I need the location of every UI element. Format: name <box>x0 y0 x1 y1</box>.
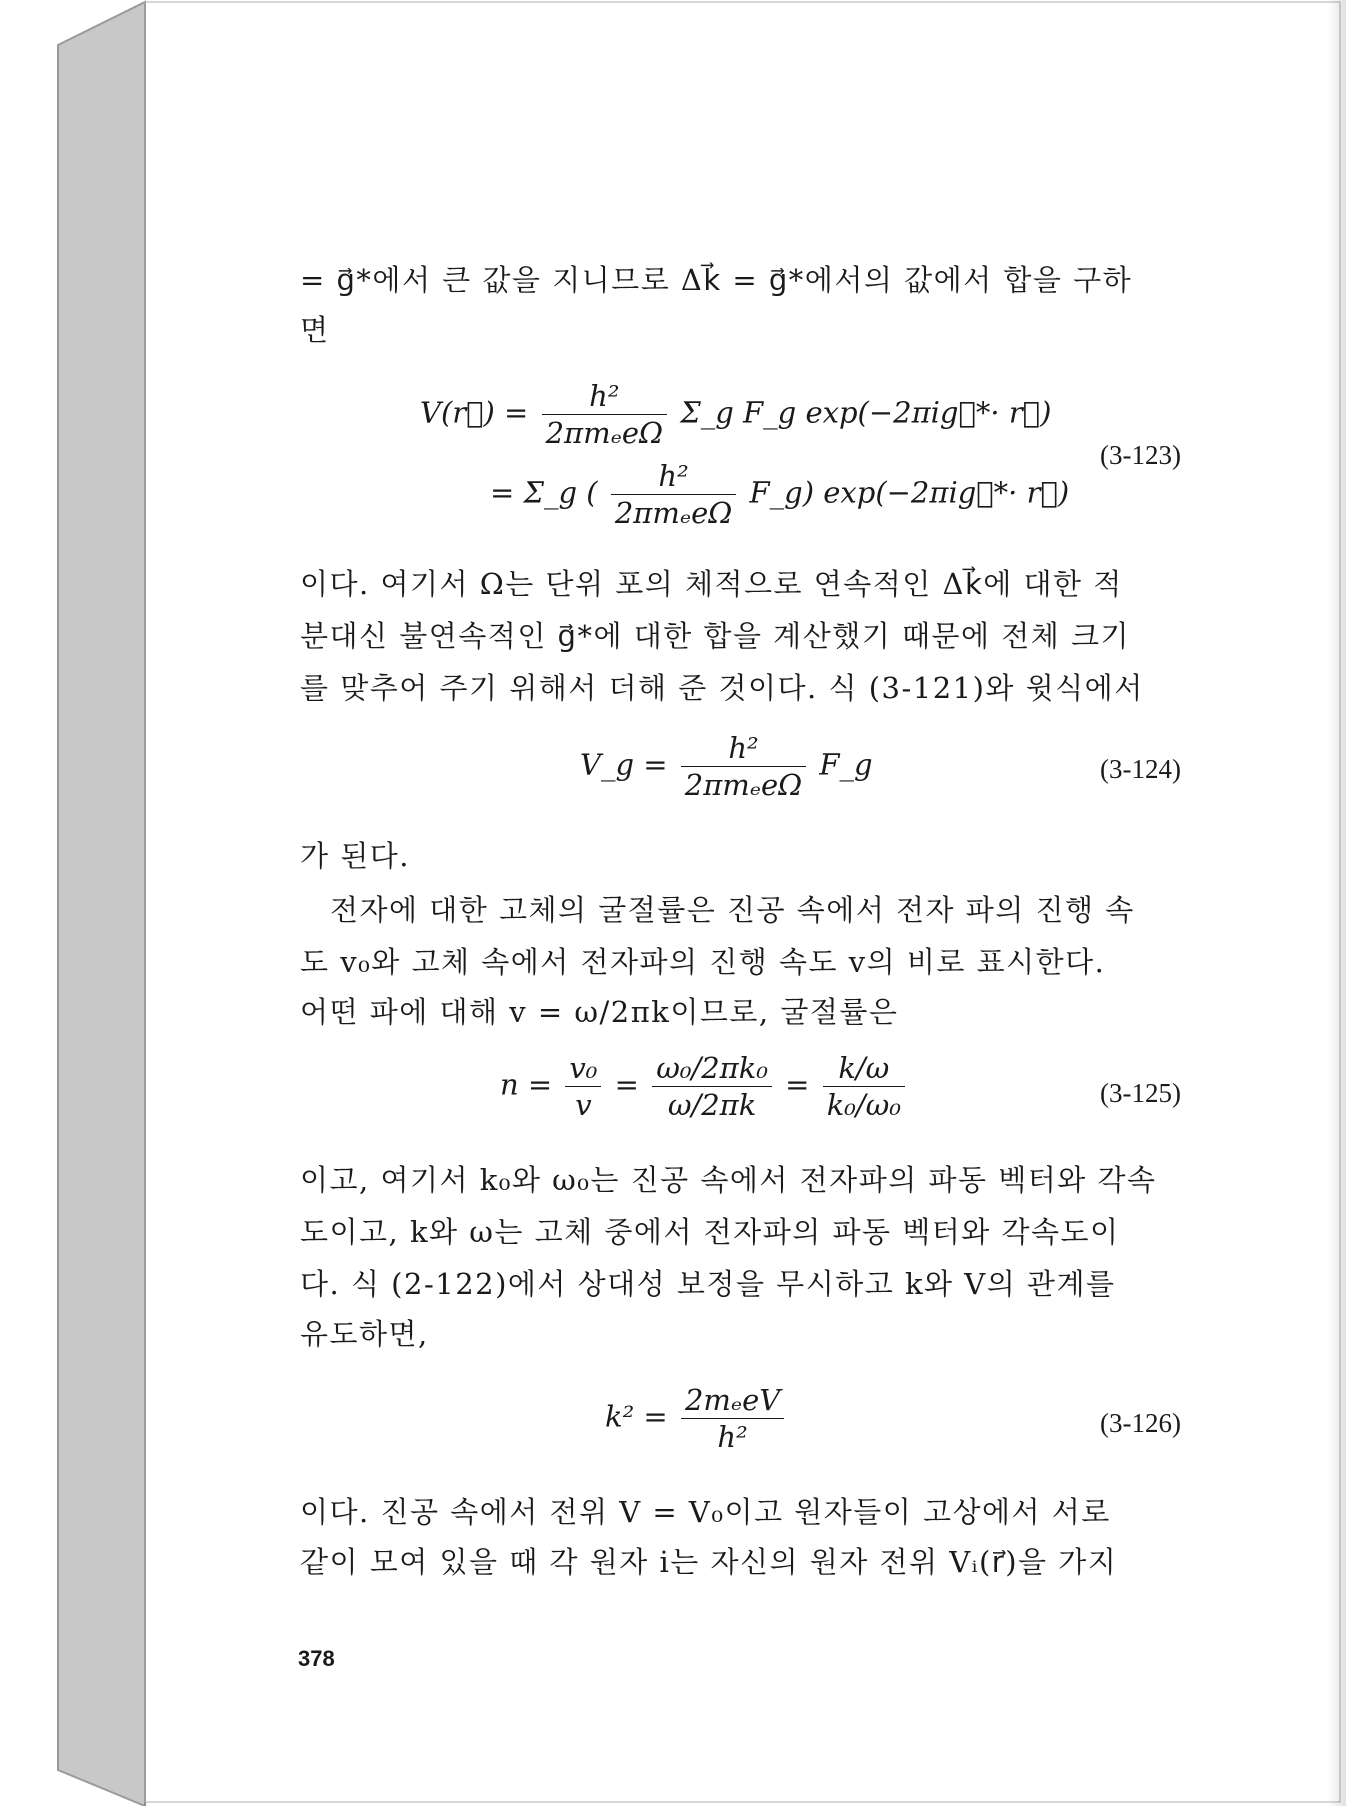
eq-lhs: = Σ_g ( <box>490 475 598 510</box>
eq-equals: = <box>614 1067 639 1102</box>
page-edge-shadow <box>1328 0 1346 1806</box>
fraction-denominator: ω/2πk <box>667 1088 757 1122</box>
eq-equals: = <box>785 1067 810 1102</box>
eq-rhs: F_g) exp(−2πig⃗*· r⃗) <box>749 475 1070 510</box>
fraction-numerator: 2mₑeV <box>681 1382 784 1419</box>
equation-3-124 <box>580 730 873 803</box>
text-line: 다. 식 (2-122)에서 상대성 보정을 무시하고 k와 V의 관계를 <box>300 1267 1116 1301</box>
fraction-denominator: 2πmₑeΩ <box>614 496 733 530</box>
equation-number: (3-126) <box>1100 1408 1181 1438</box>
eq-fraction <box>652 1050 772 1123</box>
equation-number: (3-124) <box>1100 754 1181 784</box>
text-line: 어떤 파에 대해 v = ω/2πk이므로, 굴절률은 <box>300 995 899 1029</box>
page-number: 378 <box>298 1646 335 1671</box>
text-line: 분대신 불연속적인 g⃗*에 대한 합을 계산했기 때문에 전체 크기 <box>300 619 1130 653</box>
fraction-numerator: ω₀/2πk₀ <box>652 1050 772 1087</box>
text-line: 도이고, k와 ω는 고체 중에서 전자파의 파동 벡터와 각속도이 <box>300 1215 1120 1249</box>
eq-rhs: Σ_g F_g exp(−2πig⃗*· r⃗) <box>680 395 1052 430</box>
equation-number: (3-123) <box>1100 440 1181 470</box>
eq-fraction <box>542 378 667 451</box>
eq-fraction <box>823 1050 905 1123</box>
eq-lhs: n = <box>500 1067 553 1102</box>
text-line: 면 <box>300 313 330 347</box>
eq-lhs: k² = <box>605 1399 668 1434</box>
text-line: 유도하면, <box>300 1317 429 1351</box>
text-line: 같이 모여 있을 때 각 원자 i는 자신의 원자 전위 Vᵢ(r⃗)을 가지 <box>300 1545 1118 1579</box>
eq-fraction <box>681 1382 784 1455</box>
fraction-denominator: v <box>575 1088 592 1122</box>
fraction-numerator: k/ω <box>823 1050 905 1087</box>
fraction-numerator: h² <box>611 458 736 495</box>
eq-fraction <box>611 458 736 531</box>
text-line: 도 v₀와 고체 속에서 전자파의 진행 속도 v의 비로 표시한다. <box>300 945 1106 979</box>
equation-3-123-line2 <box>490 458 1069 531</box>
text-line: 전자에 대한 고체의 굴절률은 진공 속에서 전자 파의 진행 속 <box>330 893 1135 927</box>
eq-fraction <box>681 730 806 803</box>
text-line: 이다. 여기서 Ω는 단위 포의 체적으로 연속적인 Δk⃗에 대한 적 <box>300 567 1123 601</box>
text-line: = g⃗*에서 큰 값을 지니므로 Δk⃗ = g⃗*에서의 값에서 합을 구하 <box>300 263 1133 297</box>
fraction-numerator: v₀ <box>565 1050 601 1087</box>
eq-lhs: V(r⃗) = <box>420 395 529 430</box>
fraction-numerator: h² <box>681 730 806 767</box>
equation-3-123-line1 <box>420 378 1051 451</box>
fraction-denominator: 2πmₑeΩ <box>684 768 803 802</box>
equation-3-126 <box>605 1382 788 1455</box>
eq-lhs: V_g = <box>580 747 668 782</box>
fraction-numerator: h² <box>542 378 667 415</box>
text-line: 이다. 진공 속에서 전위 V = V₀이고 원자들이 고상에서 서로 <box>300 1495 1111 1529</box>
fraction-denominator: h² <box>717 1420 748 1454</box>
eq-rhs: F_g <box>819 747 873 782</box>
text-line: 이고, 여기서 k₀와 ω₀는 진공 속에서 전자파의 파동 벡터와 각속 <box>300 1163 1157 1197</box>
equation-3-125 <box>500 1050 909 1123</box>
fraction-denominator: k₀/ω₀ <box>826 1088 901 1122</box>
eq-fraction <box>565 1050 601 1123</box>
fraction-denominator: 2πmₑeΩ <box>545 416 664 450</box>
text-line: 가 된다. <box>300 839 410 873</box>
text-line: 를 맞추어 주기 위해서 더해 준 것이다. 식 (3-121)와 윗식에서 <box>300 671 1144 705</box>
equation-number: (3-125) <box>1100 1078 1181 1108</box>
